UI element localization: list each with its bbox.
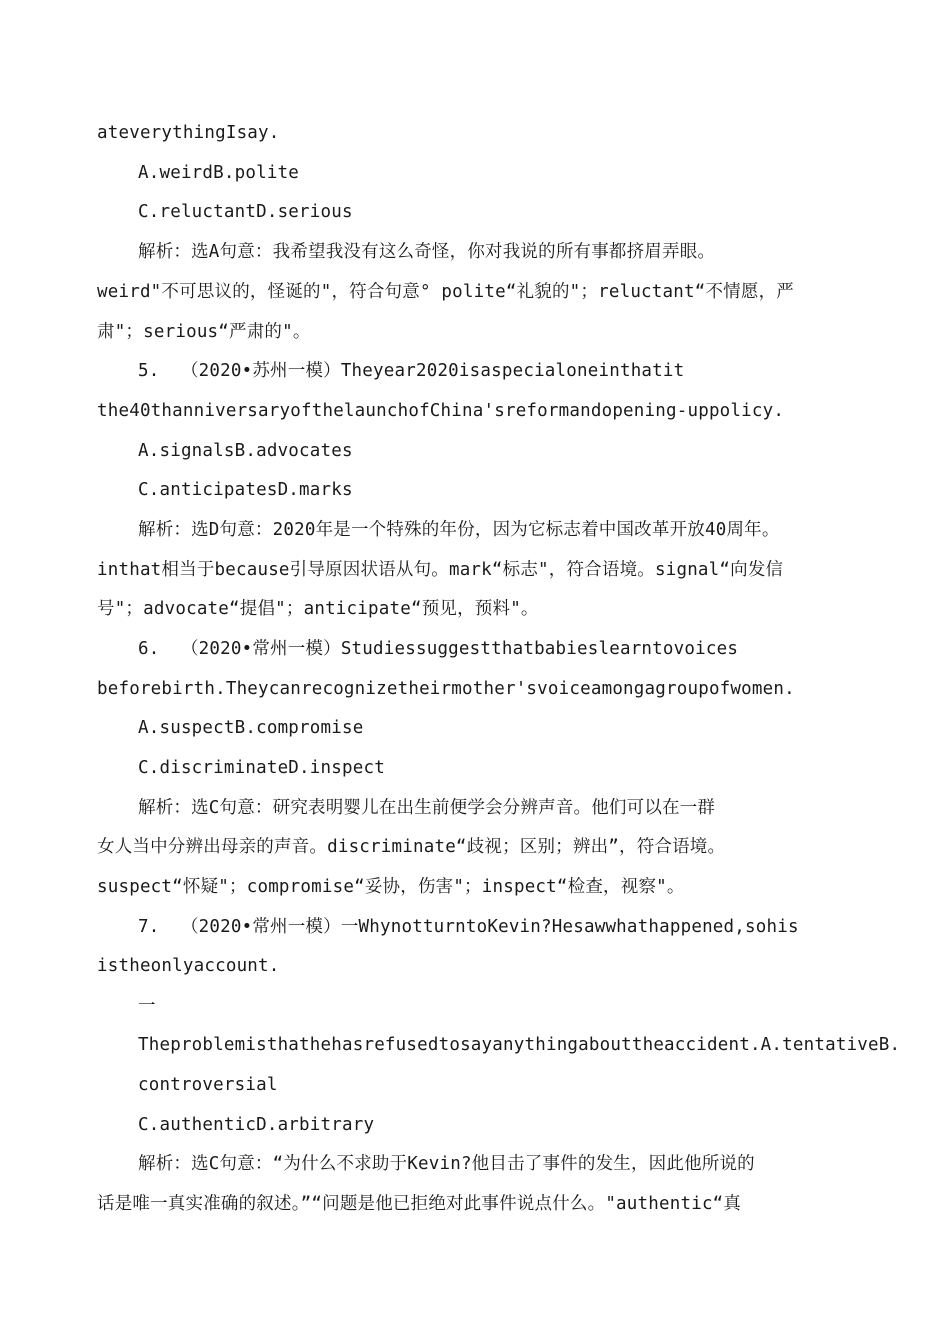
option-line: A.suspectB.compromise xyxy=(138,718,364,738)
question-line: 6. （2020•常州一模）Studiessuggestthatbabieslearntovoices xyxy=(138,639,739,659)
text-line: ateverythingIsay. xyxy=(97,123,280,143)
text-line: 号"；advocate“提倡"；anticipate“预见，预料"。 xyxy=(97,599,539,619)
text-line: weird"不可思议的，怪诞的"，符合句意° polite“礼貌的"；reluctant“不情愿，严 xyxy=(97,282,794,302)
explanation-line: 解析：选A句意：我希望我没有这么奇怪，你对我说的所有事都挤眉弄眼。 xyxy=(138,242,716,262)
dash-line: 一 xyxy=(138,996,156,1016)
option-line: controversial xyxy=(138,1075,278,1095)
text-line: 肃"；serious“严肃的"。 xyxy=(97,322,311,342)
explanation-line: 解析：选C句意：研究表明婴儿在出生前便学会分辨声音。他们可以在一群 xyxy=(138,798,716,818)
option-line: A.signalsB.advocates xyxy=(138,441,353,461)
text-line: the40thanniversaryofthelaunchofChina'sreformandopening-uppolicy. xyxy=(97,401,785,421)
option-line: C.discriminateD.inspect xyxy=(138,758,385,778)
text-line: 话是唯一真实准确的叙述。”“问题是他已拒绝对此事件说点什么。"authentic“真 xyxy=(97,1194,742,1214)
question-line: 5. （2020•苏州一模）Theyear2020isaspecialoneinthatit xyxy=(138,361,685,381)
option-line: C.authenticD.arbitrary xyxy=(138,1115,375,1135)
text-line: Theproblemisthathehasrefusedtosayanythingabouttheaccident.A.tentativeB. xyxy=(138,1035,901,1055)
explanation-line: 解析：选D句意：2020年是一个特殊的年份，因为它标志着中国改革开放40周年。 xyxy=(138,520,780,540)
text-line: inthat相当于because引导原因状语从句。mark“标志"，符合语境。signal“向发信 xyxy=(97,560,784,580)
text-line: suspect“怀疑"；compromise“妥协，伤害"；inspect“检查，视察"。 xyxy=(97,877,685,897)
question-line: 7. （2020•常州一模）一WhynotturntoKevin?Hesawwhathappened,sohis xyxy=(138,917,799,937)
option-line: A.weirdB.polite xyxy=(138,163,300,183)
explanation-line: 解析：选C句意：“为什么不求助于Kevin?他目击了事件的发生，因此他所说的 xyxy=(138,1154,755,1174)
option-line: C.anticipatesD.marks xyxy=(138,480,353,500)
text-line: beforebirth.Theycanrecognizetheirmother'svoiceamongagroupofwomen. xyxy=(97,679,795,699)
option-line: C.reluctantD.serious xyxy=(138,202,353,222)
text-line: 女人当中分辨出母亲的声音。discriminate“歧视；区别；辨出”，符合语境。 xyxy=(97,837,726,857)
text-line: istheonlyaccount. xyxy=(97,956,280,976)
